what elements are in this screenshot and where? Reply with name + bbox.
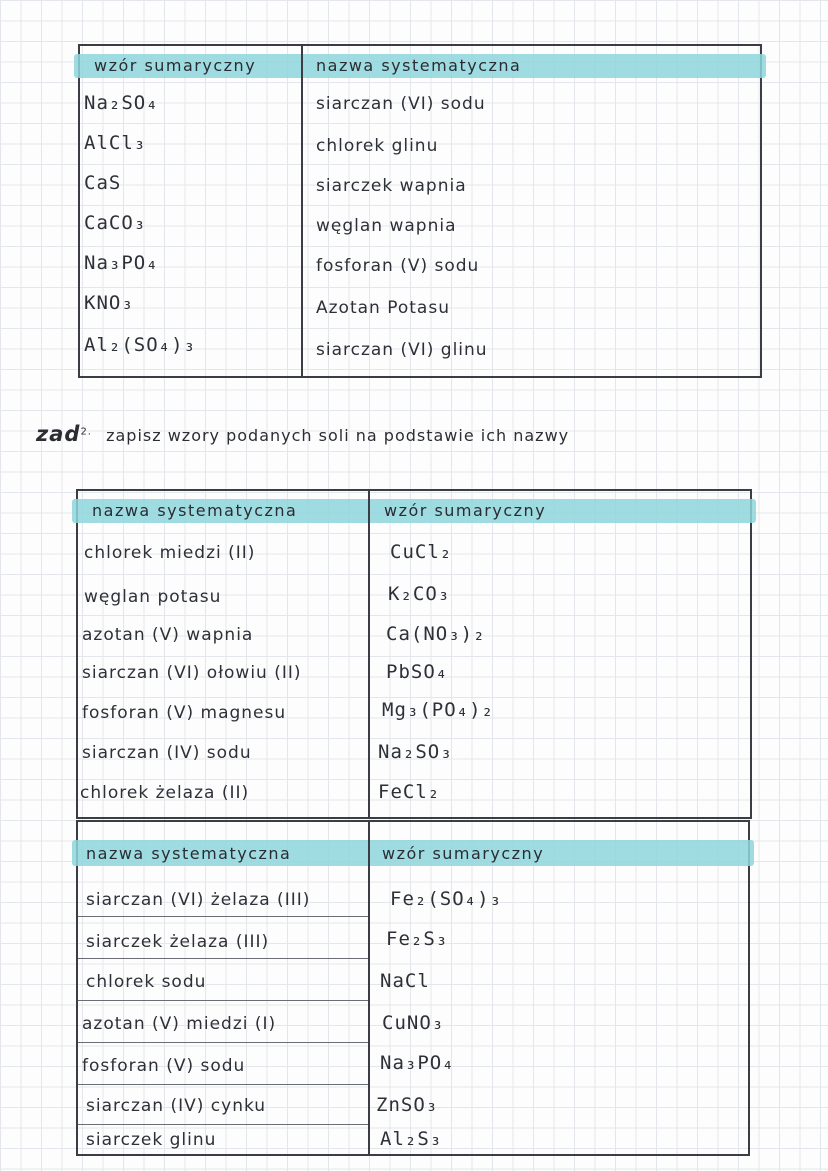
column-divider — [301, 44, 303, 378]
t1-formula-1: Na₂SO₄ — [84, 92, 159, 114]
table-name-to-formula-2 — [76, 820, 750, 1156]
t3-name-3: chlorek sodu — [86, 972, 207, 992]
row-line — [78, 1042, 368, 1043]
t2-formula-3: Ca(NO₃)₂ — [386, 623, 486, 645]
row-line — [78, 1124, 368, 1125]
t2-name-5: fosforan (V) magnesu — [82, 703, 287, 723]
t1-formula-6: KNO₃ — [84, 292, 134, 314]
t1-name-6: Azotan Potasu — [316, 298, 450, 318]
t1-name-5: fosforan (V) sodu — [316, 256, 480, 276]
task-text: zapisz wzory podanych soli na podstawie ich nazwy — [106, 426, 570, 445]
t2-formula-5: Mg₃(PO₄)₂ — [382, 699, 494, 721]
t1-name-2: chlorek glinu — [316, 136, 439, 156]
t1-formula-4: CaCO₃ — [84, 212, 147, 234]
t3-formula-5: Na₃PO₄ — [380, 1052, 455, 1074]
t1-name-1: siarczan (VI) sodu — [316, 94, 486, 114]
column-divider — [368, 820, 370, 1156]
t2-name-7: chlorek żelaza (II) — [80, 783, 250, 803]
t3-formula-2: Fe₂S₃ — [386, 928, 449, 950]
t3-formula-1: Fe₂(SO₄)₃ — [390, 888, 502, 910]
t3-formula-6: ZnSO₃ — [376, 1094, 439, 1116]
header-formula: wzór sumaryczny — [94, 56, 257, 75]
t1-formula-5: Na₃PO₄ — [84, 252, 159, 274]
t1-formula-7: Al₂(SO₄)₃ — [84, 334, 196, 356]
t2-name-2: węglan potasu — [84, 587, 222, 607]
t2-formula-1: CuCl₂ — [390, 541, 453, 563]
row-line — [78, 958, 368, 959]
t2-formula-2: K₂CO₃ — [388, 583, 451, 605]
t2-formula-7: FeCl₂ — [378, 781, 441, 803]
row-line — [78, 1000, 368, 1001]
header-name: nazwa systematyczna — [86, 844, 292, 863]
task-instruction — [36, 422, 569, 446]
row-line — [78, 916, 368, 917]
t3-formula-7: Al₂S₃ — [380, 1128, 443, 1150]
t1-name-4: węglan wapnia — [316, 216, 457, 236]
t2-name-1: chlorek miedzi (II) — [84, 543, 256, 563]
t3-name-5: fosforan (V) sodu — [82, 1056, 246, 1076]
table-formula-to-name — [78, 44, 762, 378]
t3-name-4: azotan (V) miedzi (I) — [82, 1014, 277, 1034]
t1-formula-2: AlCl₃ — [84, 132, 147, 154]
t2-formula-4: PbSO₄ — [386, 661, 449, 683]
header-name: nazwa systematyczna — [316, 56, 522, 75]
task-number: zad — [36, 422, 81, 446]
task-number-superscript: 2. — [80, 426, 92, 438]
table-name-to-formula-1 — [76, 489, 752, 819]
t2-formula-6: Na₂SO₃ — [378, 741, 453, 763]
t1-name-7: siarczan (VI) glinu — [316, 340, 488, 360]
header-name: nazwa systematyczna — [92, 501, 298, 520]
t3-name-7: siarczek glinu — [86, 1130, 217, 1150]
t3-formula-4: CuNO₃ — [382, 1012, 445, 1034]
header-formula: wzór sumaryczny — [382, 844, 545, 863]
t3-name-6: siarczan (IV) cynku — [86, 1096, 267, 1116]
t1-formula-3: CaS — [84, 172, 122, 194]
t2-name-6: siarczan (IV) sodu — [82, 743, 252, 763]
row-line — [78, 1084, 368, 1085]
column-divider — [368, 489, 370, 819]
t3-formula-3: NaCl — [380, 970, 430, 992]
header-formula: wzór sumaryczny — [384, 501, 547, 520]
t1-name-3: siarczek wapnia — [316, 176, 467, 196]
t2-name-4: siarczan (VI) ołowiu (II) — [82, 663, 302, 683]
t3-name-2: siarczek żelaza (III) — [86, 932, 270, 952]
t2-name-3: azotan (V) wapnia — [82, 625, 254, 645]
t3-name-1: siarczan (VI) żelaza (III) — [86, 890, 311, 910]
